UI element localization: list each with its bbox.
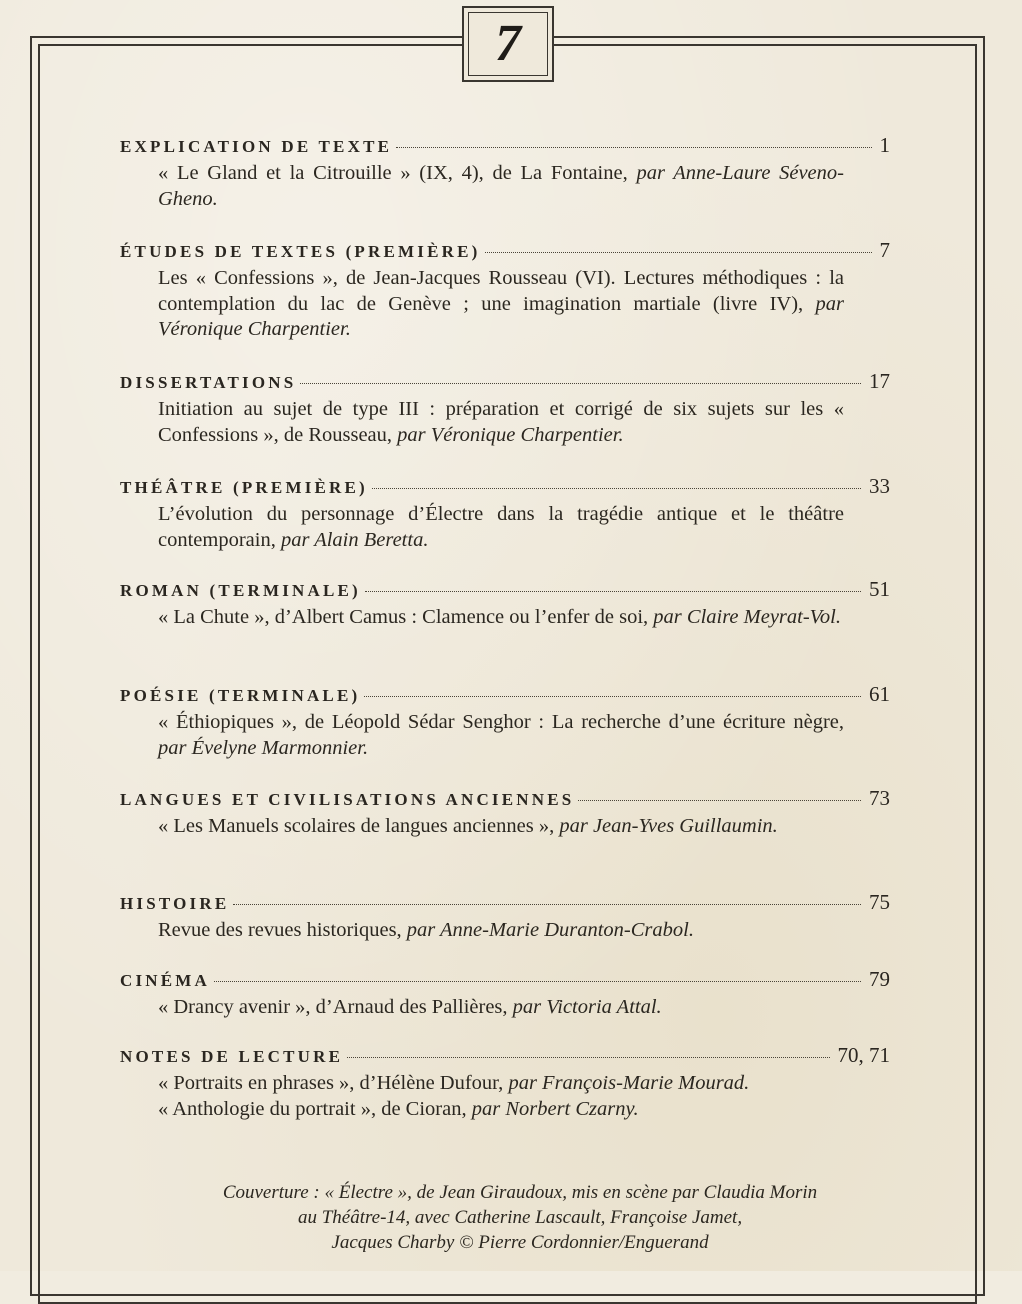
page-number: 75 <box>869 890 890 914</box>
section-title: NOTES DE LECTURE <box>120 1047 344 1066</box>
section-description <box>158 814 844 840</box>
section-title: ÉTUDES DE TEXTES (PREMIÈRE) <box>120 242 481 261</box>
issue-number: 7 <box>495 15 521 72</box>
cover-credit-line: au Théâtre-14, avec Catherine Lascault, Françoise Jamet, <box>297 1207 743 1228</box>
page-number: 7 <box>879 238 890 262</box>
page-number: 73 <box>869 786 890 810</box>
toc-entry-roman <box>120 577 890 631</box>
issue-number-badge <box>462 6 554 82</box>
section-description <box>158 502 844 553</box>
toc-entry-langues <box>120 786 890 840</box>
item-text: « Portraits en phrases », d’Hélène Dufour, <box>158 1072 509 1094</box>
item-author: par Claire Meyrat-Vol. <box>653 606 841 628</box>
item-author: par Anne-Laure Séveno-Gheno. <box>158 162 844 210</box>
page-number: 61 <box>869 682 890 706</box>
section-title: LANGUES ET CIVILISATIONS ANCIENNES <box>120 790 575 809</box>
page-number: 51 <box>869 577 890 601</box>
item-author: par Victoria Attal. <box>512 996 662 1018</box>
item-author: par Véronique Charpentier. <box>158 292 844 340</box>
section-description <box>158 266 844 343</box>
cover-credit-line: Jacques Charby © Pierre Cordonnier/Enguerand <box>331 1232 709 1253</box>
section-description <box>158 397 844 448</box>
dot-leader <box>396 146 871 148</box>
item-text: Revue des revues historiques, <box>158 919 407 941</box>
item-author: par Jean-Yves Guillaumin. <box>559 815 778 837</box>
dot-leader <box>347 1056 829 1058</box>
item-text: « Le Gland et la Citrouille » (IX, 4), de La Fontaine, <box>158 162 637 184</box>
section-description <box>158 605 844 631</box>
toc-entry-histoire <box>120 890 890 944</box>
cover-credit <box>120 1180 920 1255</box>
section-description <box>158 1071 844 1122</box>
dot-leader <box>364 695 861 697</box>
section-description <box>158 710 844 761</box>
item-author: par François-Marie Mourad. <box>508 1072 750 1094</box>
dot-leader <box>578 799 861 801</box>
page-number: 17 <box>869 369 890 393</box>
item-text: Les « Confessions », de Jean-Jacques Rousseau (VI). Lectures méthodiques : la contemplation du lac de Genève ; une imagination martiale (livre IV), <box>158 267 844 315</box>
item-author: par Norbert Czarny. <box>471 1097 639 1120</box>
dot-leader <box>485 251 872 253</box>
page-number: 70, 71 <box>837 1043 890 1067</box>
item-author: par Véronique Charpentier. <box>397 423 624 446</box>
section-title: THÉÂTRE (PREMIÈRE) <box>120 478 368 497</box>
dot-leader <box>365 590 861 592</box>
toc-entry-theatre <box>120 474 890 553</box>
item-author: par Anne-Marie Duranton-Crabol. <box>406 919 694 941</box>
section-title: EXPLICATION DE TEXTE <box>120 137 393 156</box>
item-text: L’évolution du personnage d’Électre dans la tragédie antique et le théâtre contemporain, <box>158 503 844 551</box>
section-title: HISTOIRE <box>120 894 230 913</box>
page-number: 33 <box>869 474 890 498</box>
toc-entry-explication <box>120 133 890 212</box>
section-description <box>158 918 844 944</box>
section-title: ROMAN (TERMINALE) <box>120 581 361 600</box>
section-title: DISSERTATIONS <box>120 373 297 392</box>
dot-leader <box>372 487 861 489</box>
section-description <box>158 161 844 212</box>
item-text: « Les Manuels scolaires de langues anciennes », <box>158 815 560 837</box>
toc-entry-etudes <box>120 238 890 343</box>
item-text: Initiation au sujet de type III : préparation et corrigé de six sujets sur les « Confessions », de Rousseau, <box>158 398 844 446</box>
item-text: « La Chute », d’Albert Camus : Clamence ou l’enfer de soi, <box>158 606 654 628</box>
dot-leader <box>214 980 861 982</box>
item-text: « Drancy avenir », d’Arnaud des Pallières, <box>158 996 513 1018</box>
page-number: 79 <box>869 967 890 991</box>
toc-entry-poesie <box>120 682 890 761</box>
dot-leader <box>300 382 861 384</box>
item-text: « Anthologie du portrait », de Cioran, <box>158 1097 472 1120</box>
item-author: par Évelyne Marmonnier. <box>158 736 369 759</box>
toc-entry-dissertations <box>120 369 890 448</box>
toc-entry-cinema <box>120 967 890 1021</box>
item-author: par Alain Beretta. <box>280 528 429 551</box>
section-title: POÉSIE (TERMINALE) <box>120 686 361 705</box>
section-title: CINÉMA <box>120 971 211 990</box>
item-text: « Éthiopiques », de Léopold Sédar Senghor : La recherche d’une écriture nègre, <box>158 711 844 733</box>
section-description <box>158 995 844 1021</box>
page-number: 1 <box>879 133 890 157</box>
cover-credit-line: Couverture : « Électre », de Jean Giraudoux, mis en scène par Claudia Morin <box>222 1182 818 1203</box>
toc-entry-notes-de-lecture <box>120 1043 890 1122</box>
dot-leader <box>233 903 861 905</box>
